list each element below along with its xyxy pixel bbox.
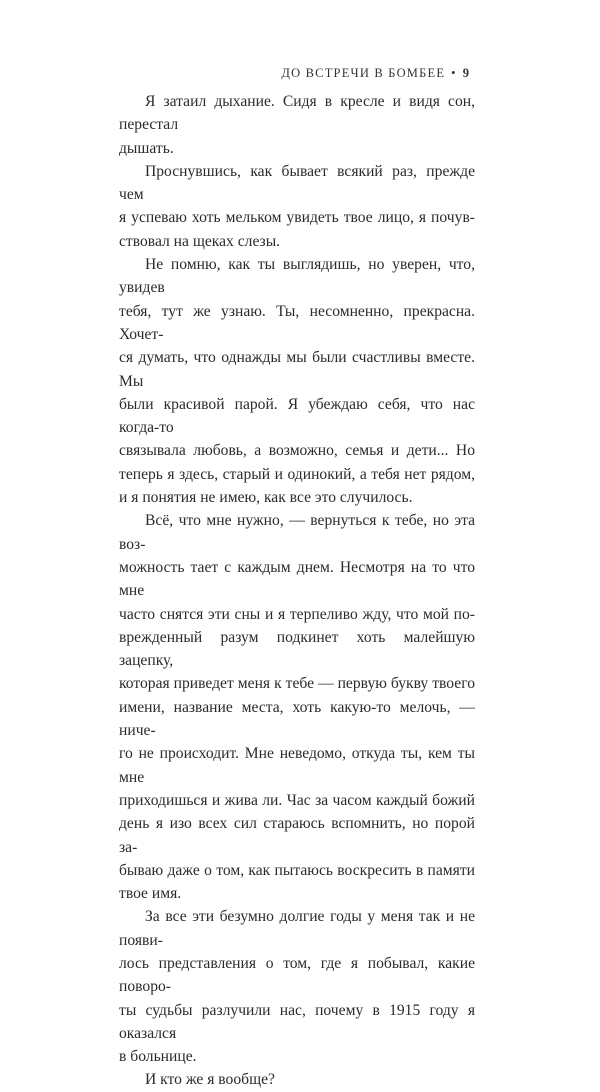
text-line: го не происходит. Мне неведомо, откуда ты, кем ты мне [119, 745, 475, 786]
running-header [281, 66, 469, 81]
text-line: лось представления о том, где я побывал, какие поворо- [119, 954, 475, 996]
text-line: Я затаил дыхание. Сидя в кресле и видя сон, перестал [119, 93, 475, 134]
paragraph [119, 160, 475, 253]
header-separator: • [451, 66, 457, 80]
paragraph [119, 253, 475, 509]
text-line: ствовал на щеках слезы. [119, 232, 281, 250]
text-line: твое имя. [119, 885, 182, 903]
text-line: дышать. [119, 139, 174, 157]
text-line: можность тает с каждым днем. Несмотря на то что мне [119, 558, 475, 600]
text-line: За все эти безумно долгие годы у меня так и не появи- [119, 908, 475, 949]
text-line: Не помню, как ты выглядишь, но уверен, что, увидев [119, 256, 475, 297]
paragraph [119, 1068, 475, 1091]
text-line: И кто же я вообще? [145, 1071, 275, 1089]
paragraph [119, 905, 475, 1068]
text-line: были красивой парой. Я убеждаю себя, что нас когда-то [119, 395, 475, 437]
text-line: в больнице. [119, 1048, 197, 1066]
text-line: Проснувшись, как бывает всякий раз, прежде чем [119, 162, 475, 204]
text-line: день я изо всех сил стараюсь вспомнить, но порой за- [119, 815, 475, 856]
text-line: бываю даже о том, как пытаюсь воскресить в памяти [119, 861, 475, 879]
text-line: приходишься и жива ли. Час за часом каждый божий [119, 791, 475, 809]
body-text [119, 90, 475, 1092]
text-line: тебя, тут же узнаю. Ты, несомненно, прекрасна. Хочет- [119, 302, 475, 343]
running-title: ДО ВСТРЕЧИ В БОМБЕЕ [281, 66, 446, 80]
text-line: связывала любовь, а возможно, семья и дети... Но [119, 442, 475, 460]
page-number: 9 [462, 66, 469, 80]
paragraph [119, 90, 475, 160]
text-line: ты судьбы разлучили нас, почему в 1915 году я оказался [119, 1001, 475, 1042]
text-line: теперь я здесь, старый и одинокий, а тебя нет рядом, [119, 465, 475, 483]
text-line: я успеваю хоть мельком увидеть твое лицо, я почув- [119, 209, 475, 227]
paragraph [119, 509, 475, 905]
text-line: Всё, что мне нужно, — вернуться к тебе, но эта воз- [119, 512, 475, 553]
text-line: ся думать, что однажды мы были счастливы вместе. Мы [119, 349, 475, 390]
text-line: которая приведет меня к тебе — первую букву твоего [119, 675, 475, 693]
text-line: и я понятия не имею, как все это случилось. [119, 489, 413, 507]
text-line: имени, название места, хоть какую-то мелочь, — ниче- [119, 698, 475, 740]
text-line: врежденный разум подкинет хоть малейшую зацепку, [119, 628, 475, 670]
text-line: часто снятся эти сны и я терпеливо жду, что мой по- [119, 605, 475, 623]
